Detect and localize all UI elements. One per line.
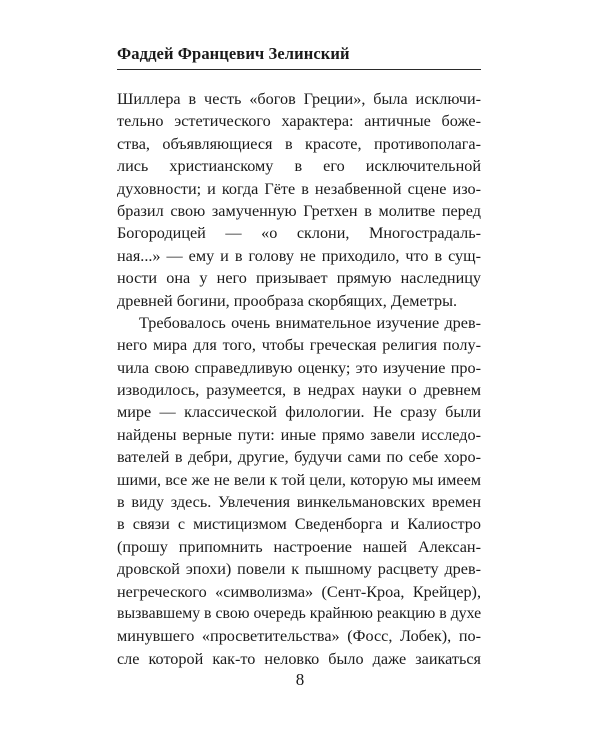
text-line: мире — классической филологии. Не сразу были (117, 403, 481, 422)
text-line: духовности; и когда Гёте в незабвенной сцене изо- (117, 179, 481, 198)
text-line: сле которой как-то неловко было даже заикаться (117, 649, 481, 668)
text-line: Богородицей — «о склони, Многострадаль- (117, 224, 481, 243)
page-number: 8 (295, 670, 305, 689)
text-line: лись христианскому в его исключительной (117, 157, 481, 176)
text-line: найдены верные пути: иные прямо завели исследо- (117, 425, 481, 444)
text-line: тельно эстетического характера: античные боже- (117, 112, 481, 131)
text-line: негреческого «символизма» (Сент-Кроа, Крейцер), (117, 582, 481, 601)
text-line: (прошу припомнить настроение нашей Алексан- (117, 537, 481, 556)
text-line: древней богини, прообраза скорбящих, Деметры. (117, 291, 458, 310)
text-line: вателей в дебри, другие, будучи сами по себе хоро- (117, 448, 481, 467)
text-line: ства, объявляющиеся в красоте, противополага- (117, 134, 481, 153)
text-line: в виду здесь. Увлечения винкельмановских времен (117, 493, 481, 512)
text-line: шими, все же не вели к той цели, которую мы имеем (117, 470, 481, 489)
paragraph (117, 312, 481, 670)
text-line: дровской эпохи) повели к пышному расцвету древ- (117, 560, 481, 579)
text-line: ная...» — ему и в голову не приходило, что в сущ- (117, 246, 481, 265)
text-line: минувшего «просветительства» (Фосс, Лобек), по- (117, 627, 481, 646)
text-line: изводилось, разумеется, в недрах науки о древнем (117, 381, 481, 400)
running-head: Фаддей Францевич Зелинский (117, 44, 350, 63)
text-line: чила свою справедливую оценку; это изучение про- (117, 358, 481, 377)
paragraph (117, 88, 481, 312)
text-line: Требовалось очень внимательное изучение древ- (139, 313, 481, 332)
text-line: в связи с мистицизмом Сведенборга и Калиостро (117, 515, 481, 534)
body-text (117, 88, 481, 670)
header-rule (117, 69, 481, 70)
text-line: Шиллера в честь «богов Греции», была исключи- (117, 90, 481, 108)
text-line: ности она у него призывает прямую наследницу (117, 269, 481, 288)
text-line: бразил свою замученную Гретхен в молитве перед (117, 201, 481, 220)
text-line: вызвавшему в свою очередь крайнюю реакцию в духе (117, 604, 481, 622)
text-line: него мира для того, чтобы греческая религия полу- (117, 336, 481, 355)
